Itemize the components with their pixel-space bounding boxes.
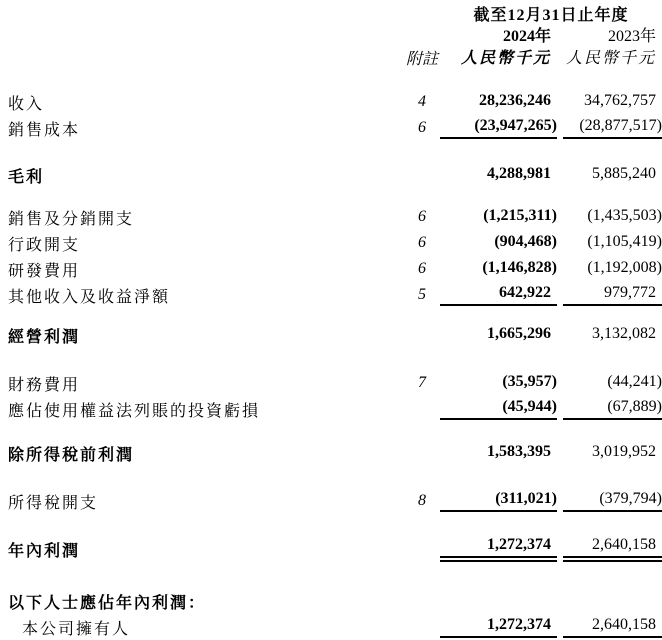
- value-2023: (1,105,419): [587, 233, 662, 250]
- value-2024: [440, 603, 557, 605]
- note-ref: 6: [418, 119, 426, 136]
- value-2023: (1,192,008): [587, 259, 662, 276]
- row-label-cell: [0, 232, 404, 255]
- row-label-cell: [0, 324, 404, 347]
- row-label: 其他收入及收益淨額: [8, 288, 171, 306]
- row-label: 毛利: [8, 168, 45, 186]
- value-2024-cell: [440, 117, 557, 139]
- value-2024: 1,583,395: [487, 443, 551, 460]
- table-row: [0, 162, 662, 188]
- value-2023: 3,132,082: [592, 325, 656, 342]
- note-cell: [404, 286, 440, 304]
- value-2024: 4,288,981: [487, 165, 551, 182]
- row-label: 財務費用: [8, 376, 81, 394]
- note-cell: [404, 492, 440, 510]
- value-2023-cell: [563, 259, 662, 279]
- row-label-cell: [0, 538, 404, 561]
- row-label-cell: [0, 117, 404, 140]
- value-2023-cell: [563, 398, 662, 420]
- row-label-cell: [0, 91, 404, 114]
- value-2024-cell: [440, 325, 557, 345]
- value-2024: (311,021): [440, 490, 557, 512]
- value-2024-cell: [440, 207, 557, 227]
- note-cell: [404, 119, 440, 137]
- value-2024: 1,272,374: [440, 536, 557, 562]
- value-2023: [563, 603, 662, 605]
- row-label-cell: [0, 442, 404, 465]
- value-2023: (1,435,503): [587, 207, 662, 224]
- note-ref: 6: [418, 234, 426, 251]
- year-2024-header: 2024年: [502, 27, 551, 45]
- row-label: 經營利潤: [8, 328, 81, 346]
- table-row: [0, 370, 662, 396]
- value-2024-cell: [440, 490, 557, 512]
- value-2023: (44,241): [607, 373, 662, 390]
- header-period-row: [0, 2, 662, 24]
- note-ref: 6: [418, 208, 426, 225]
- value-2023-cell: [563, 92, 662, 112]
- value-2024: (1,215,311): [483, 207, 557, 224]
- note-ref: 6: [418, 260, 426, 277]
- value-2023-cell: [563, 233, 662, 253]
- row-label: 應佔使用權益法列賬的投資虧損: [8, 402, 261, 420]
- value-2024-cell: [440, 165, 557, 185]
- value-2024-cell: [440, 398, 557, 420]
- period-title: 截至12月31日止年度: [473, 6, 629, 24]
- value-2024: 642,922: [440, 284, 557, 306]
- table-row: [0, 256, 662, 282]
- table-row: [0, 440, 662, 466]
- note-ref: 8: [418, 492, 426, 509]
- note-cell: [404, 208, 440, 226]
- table-row: [0, 89, 662, 115]
- row-label: 除所得稅前利潤: [8, 446, 135, 464]
- row-label-cell: [0, 206, 404, 229]
- row-label: 本公司擁有人: [22, 620, 131, 638]
- value-2024: (23,947,265): [440, 117, 557, 139]
- value-2024-cell: [440, 616, 557, 638]
- row-label: 銷售成本: [8, 121, 81, 139]
- value-2023-cell: [563, 117, 662, 139]
- row-label: 研發費用: [8, 262, 81, 280]
- row-label-cell: [0, 284, 404, 307]
- value-2024-cell: [440, 443, 557, 463]
- unit-2024-header: 人民幣千元: [460, 49, 551, 67]
- table-row: [0, 115, 662, 141]
- table-row: [0, 614, 662, 640]
- row-label-cell: [0, 398, 404, 421]
- row-label: 行政開支: [8, 236, 81, 254]
- statement-header: [0, 2, 662, 68]
- note-ref: 7: [418, 374, 426, 391]
- value-2024-cell: [440, 284, 557, 306]
- value-2023-cell: [563, 325, 662, 345]
- value-2023-cell: [563, 284, 662, 306]
- table-row: [0, 396, 662, 422]
- value-2024: (45,944): [440, 398, 557, 420]
- note-ref: 4: [418, 93, 426, 110]
- value-2023-cell: [563, 592, 662, 610]
- row-label-cell: [0, 258, 404, 281]
- value-2024-cell: [440, 92, 557, 112]
- row-label-cell: [0, 590, 404, 613]
- value-2023: 2,640,158: [563, 536, 662, 562]
- note-cell: [404, 260, 440, 278]
- value-2024: 1,665,296: [487, 325, 551, 342]
- value-2024: (35,957): [502, 373, 557, 390]
- value-2023-cell: [563, 443, 662, 463]
- row-label-cell: [0, 164, 404, 187]
- value-2024: (1,146,828): [482, 259, 557, 276]
- value-2023-cell: [563, 207, 662, 227]
- header-unit-row: [0, 46, 662, 68]
- row-label: 銷售及分銷開支: [8, 210, 135, 228]
- value-2023: (67,889): [563, 398, 662, 420]
- value-2024-cell: [440, 373, 557, 393]
- value-2024-cell: [440, 259, 557, 279]
- value-2023-cell: [563, 490, 662, 512]
- row-label: 年內利潤: [8, 542, 81, 560]
- note-cell: [404, 93, 440, 111]
- value-2023-cell: [563, 373, 662, 393]
- row-label: 收入: [8, 95, 45, 113]
- value-2023-cell: [563, 536, 662, 562]
- value-2023: (379,794): [563, 490, 662, 512]
- header-year-row: [0, 24, 662, 46]
- table-row: [0, 204, 662, 230]
- unit-2023-header: 人民幣千元: [565, 49, 656, 67]
- table-row: [0, 282, 662, 308]
- table-row: [0, 230, 662, 256]
- value-2023: 5,885,240: [592, 165, 656, 182]
- value-2023: (28,877,517): [563, 117, 662, 139]
- row-label-cell: [0, 616, 404, 639]
- value-2024-cell: [440, 592, 557, 610]
- value-2023: 3,019,952: [592, 443, 656, 460]
- value-2023-cell: [563, 616, 662, 638]
- note-cell: [404, 234, 440, 252]
- value-2024: 1,272,374: [440, 616, 557, 638]
- row-label-cell: [0, 490, 404, 513]
- value-2024-cell: [440, 233, 557, 253]
- note-cell: [404, 374, 440, 392]
- row-label: 以下人士應佔年內利潤：: [8, 594, 207, 612]
- value-2023: 34,762,757: [584, 92, 656, 109]
- note-column-header: 附註: [405, 50, 438, 68]
- value-2024-cell: [440, 536, 557, 562]
- value-2023: 2,640,158: [563, 616, 662, 638]
- value-2024: (904,468): [494, 233, 557, 250]
- table-row: [0, 536, 662, 562]
- row-label: 所得稅開支: [8, 494, 99, 512]
- table-row: [0, 322, 662, 348]
- note-ref: 5: [418, 286, 426, 303]
- table-row: [0, 488, 662, 514]
- table-row: [0, 588, 662, 614]
- statement-rows: [0, 89, 662, 640]
- year-2023-header: 2023年: [607, 27, 656, 45]
- row-label-cell: [0, 372, 404, 395]
- value-2024: 28,236,246: [479, 92, 551, 109]
- value-2023: 979,772: [563, 284, 662, 306]
- value-2023-cell: [563, 165, 662, 185]
